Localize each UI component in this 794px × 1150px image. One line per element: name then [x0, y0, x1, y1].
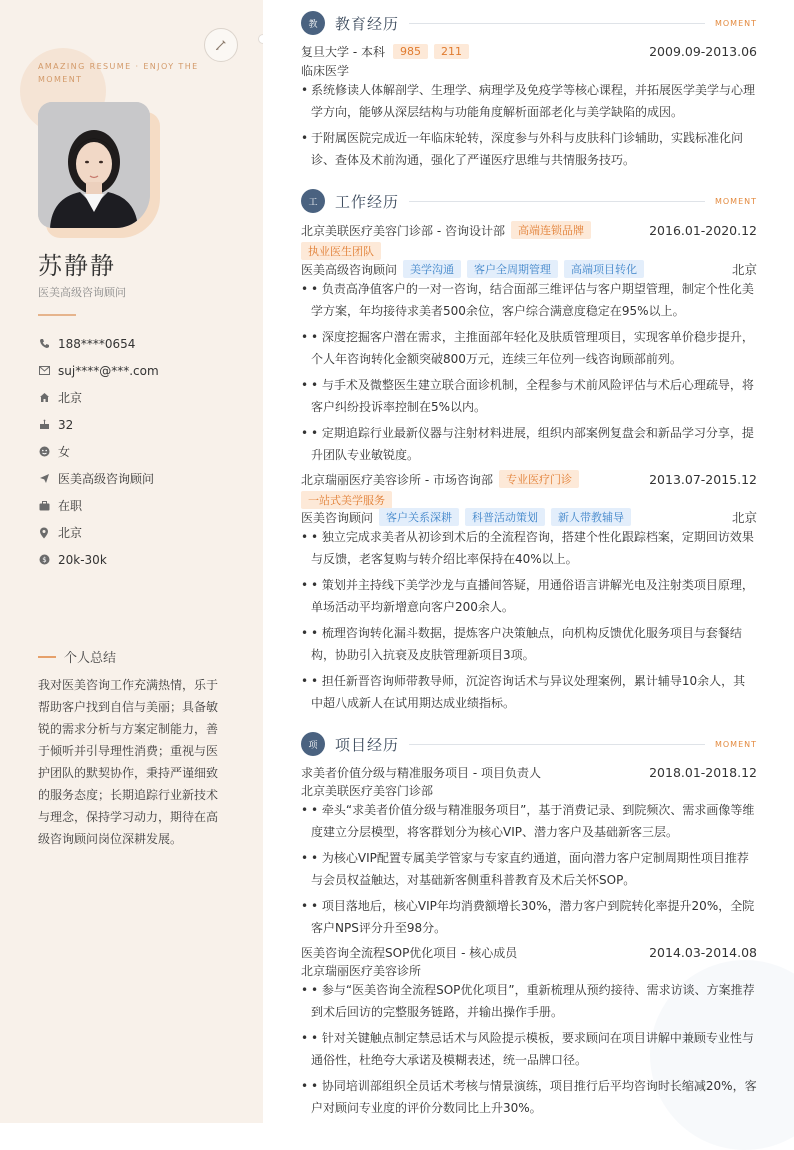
project-title-row: [301, 764, 757, 781]
school-tag: 211: [434, 44, 469, 59]
summary-accent-bar: [38, 656, 56, 658]
status-value: 在职: [58, 499, 83, 513]
svg-text:$: $: [41, 556, 47, 564]
job-company-row: [301, 470, 757, 488]
section-projects-header: [301, 731, 757, 757]
skill-tag: 客户关系深耕: [379, 508, 459, 526]
project-org: 北京瑞丽医疗美容诊所: [301, 964, 422, 978]
education-dates: 2009.09-2013.06: [649, 44, 757, 59]
contact-status: [38, 492, 238, 519]
education-major-row: [301, 62, 757, 79]
list-item: • • 针对关键触点制定禁忌话术与风险提示模板，要求顾问在项目讲解中兼顾专业性与通俗性，杜绝夸大承诺及模糊表述，统一品牌口径。: [301, 1027, 757, 1071]
company-name: 北京瑞丽医疗美容诊所 - 市场咨询部: [301, 472, 493, 487]
school-name: 复旦大学 - 本科: [301, 45, 385, 59]
list-item: • • 负责高净值客户的一对一咨询，结合面部三维评估与客户期望管理，制定个性化美学方案，年均接待求美者500余位，客户综合满意度稳定在95%以上。: [301, 278, 757, 322]
project-name: 求美者价值分级与精准服务项目 - 项目负责人: [301, 766, 541, 780]
list-item: • • 协同培训部组织全员话术考核与情景演练，项目推行后平均咨询时长缩减20%，客户对顾问专业度的评价分数同比上升30%。: [301, 1075, 757, 1119]
gender-value: 女: [58, 445, 71, 459]
company-tag: 执业医生团队: [301, 242, 381, 260]
list-item: • • 独立完成求美者从初诊到术后的全流程咨询，搭建个性化跟踪档案，定期回访效果与反馈，老客复购与转介绍比率保持在40%以上。: [301, 526, 757, 570]
project-org-row: [301, 962, 757, 979]
major: 临床医学: [301, 64, 350, 78]
email-value: suj****@***.com: [58, 363, 159, 378]
job-dates: 2013.07-2015.12: [649, 471, 757, 487]
list-item: • • 深度挖掘客户潜在需求，主推面部年轻化及肤质管理项目，实现客单价稳步提升，个人年咨询转化金额突破800万元，连续三年位列一线咨询顾部前列。: [301, 326, 757, 370]
job-company-row: [301, 221, 757, 239]
list-item: • • 定期追踪行业最新仪器与注射材料进展，组织内部案例复盘会和新品学习分享，提升团队专业敏锐度。: [301, 422, 757, 466]
summary-title: 个人总结: [64, 651, 117, 666]
job-bullets: [301, 278, 757, 470]
cake-icon: [38, 419, 50, 431]
job-city: 北京: [731, 510, 757, 525]
pen-icon: [204, 28, 238, 62]
work-badge: 工: [301, 189, 325, 213]
education-title: 教育经历: [335, 14, 400, 33]
skill-tag: 客户全周期管理: [467, 260, 558, 278]
home-icon: [38, 392, 50, 404]
section-rule: [409, 744, 705, 745]
decorative-dot: [258, 34, 263, 44]
skill-tag: 新人带教辅导: [551, 508, 631, 526]
section-education-header: [301, 10, 757, 36]
school-tag: 985: [393, 44, 428, 59]
contact-age: [38, 411, 238, 438]
list-item: • • 项目落地后，核心VIP年均消费额增长30%，潜力客户到院转化率提升20%，全院客户NPS评分升至98分。: [301, 895, 757, 939]
list-item: • • 梳理咨询转化漏斗数据，提炼客户决策触点，向机构反馈优化服务项目与套餐结构，协助引入抗衰及皮肤管理新项目3项。: [301, 622, 757, 666]
list-item: • • 担任新晋咨询师带教导师，沉淀咨询话术与异议处理案例，累计辅导10余人，其中超八成新人在试用期达成业绩指标。: [301, 670, 757, 714]
project-dates: 2018.01-2018.12: [649, 765, 757, 780]
contact-gender: [38, 438, 238, 465]
list-item: • • 牵头“求美者价值分级与精准服务项目”，基于消费记录、到院频次、需求画像等维度建立分层模型，将客群划分为核心VIP、潜力客户及基础新客三层。: [301, 799, 757, 843]
divider: [38, 314, 76, 316]
project-bullets: [301, 799, 757, 943]
project-org: 北京美联医疗美容门诊部: [301, 784, 434, 798]
send-icon: [38, 473, 50, 485]
contact-list: [38, 330, 238, 573]
contact-email: [38, 357, 238, 384]
section-moment-label: MOMENT: [714, 18, 757, 28]
avatar: [38, 102, 150, 228]
tagline: AMAZING RESUME · ENJOY THE MOMENT: [38, 62, 199, 84]
briefcase-icon: [38, 500, 50, 512]
job-position: 医美高级咨询顾问: [301, 262, 398, 277]
phone-value: 188****0654: [58, 336, 136, 351]
summary-text: 我对医美咨询工作充满热情，乐于帮助客户找到自信与美丽；具备敏锐的需求分析与方案定制能力，善于倾听并引导理性消费；重视与医护团队的默契协作，秉持严谨细致的服务态度；长期追踪行业新技术与理念，保持学习动力，期待在高级咨询顾问岗位深耕发展。: [38, 678, 219, 846]
company-tag: 高端连锁品牌: [511, 221, 591, 239]
contact-location: [38, 519, 238, 546]
location-value: 北京: [58, 526, 83, 540]
company-tag: 一站式美学服务: [301, 491, 392, 509]
job-company-tag-row: [301, 242, 757, 260]
target-role-value: 医美高级咨询顾问: [58, 472, 155, 486]
company-name: 北京美联医疗美容门诊部 - 咨询设计部: [301, 223, 505, 238]
summary-header: [38, 647, 116, 666]
sidebar: [0, 0, 263, 1123]
skill-tag: 高端项目转化: [564, 260, 644, 278]
job-bullets: [301, 526, 757, 718]
project-bullets: [301, 979, 757, 1123]
contact-salary: [38, 546, 238, 573]
candidate-name: 苏静静: [38, 252, 116, 280]
section-work-header: [301, 188, 757, 214]
education-bullets: [301, 79, 757, 175]
mail-icon: [38, 365, 50, 377]
projects-title: 项目经历: [335, 735, 400, 754]
candidate-role: 医美高级咨询顾问: [38, 286, 126, 299]
work-title: 工作经历: [335, 192, 400, 211]
home-value: 北京: [58, 391, 83, 405]
job-dates: 2016.01-2020.12: [649, 222, 757, 238]
list-item: • • 与手术及微整医生建立联合面诊机制，全程参与术前风险评估与术后心理疏导，将客户纠纷投诉率控制在5%以内。: [301, 374, 757, 418]
list-item: • • 参与“医美咨询全流程SOP优化项目”，重新梳理从预约接待、需求访谈、方案推荐到术后回访的完整服务链路，并输出操作手册。: [301, 979, 757, 1023]
job-position: 医美咨询顾问: [301, 510, 374, 525]
section-rule: [409, 23, 705, 24]
project-org-row: [301, 782, 757, 799]
salary-value: 20k-30k: [58, 552, 107, 567]
job-city: 北京: [731, 262, 757, 277]
project-dates: 2014.03-2014.08: [649, 945, 757, 960]
section-moment-label: MOMENT: [714, 739, 757, 749]
contact-phone: [38, 330, 238, 357]
age-value: 32: [58, 417, 74, 432]
project-title-row: [301, 944, 757, 961]
location-icon: [38, 527, 50, 539]
skill-tag: 美学沟通: [403, 260, 461, 278]
job-position-row: [301, 508, 757, 526]
list-item: • • 策划并主持线下美学沙龙与直播间答疑，用通俗语言讲解光电及注射类项目原理，单场活动平均新增意向客户200余人。: [301, 574, 757, 618]
job-position-row: [301, 260, 757, 278]
section-moment-label: MOMENT: [714, 196, 757, 206]
contact-target-role: [38, 465, 238, 492]
list-item: • 系统修读人体解剖学、生理学、病理学及免疫学等核心课程，并拓展医学美学与心理学方向，能够从深层结构与功能角度解析面部老化与美学缺陷的成因。: [301, 79, 757, 123]
education-badge: 教: [301, 11, 325, 35]
list-item: • 于附属医院完成近一年临床轮转，深度参与外科与皮肤科门诊辅助，实践标准化问诊、查体及术前沟通，强化了严谨医疗思维与共情服务技巧。: [301, 127, 757, 171]
contact-home: [38, 384, 238, 411]
projects-badge: 项: [301, 732, 325, 756]
list-item: • • 为核心VIP配置专属美学管家与专家直约通道，面向潜力客户定制周期性项目推荐与会员权益触达，对基础新客侧重科普教育及术后关怀SOP。: [301, 847, 757, 891]
gender-icon: [38, 446, 50, 458]
project-name: 医美咨询全流程SOP优化项目 - 核心成员: [301, 946, 518, 960]
skill-tag: 科普活动策划: [465, 508, 545, 526]
company-tag: 专业医疗门诊: [499, 470, 579, 488]
section-rule: [409, 201, 705, 202]
education-school-row: [301, 43, 757, 60]
salary-icon: [38, 554, 50, 566]
job-company-tag-row: [301, 491, 757, 509]
phone-icon: [38, 338, 50, 350]
